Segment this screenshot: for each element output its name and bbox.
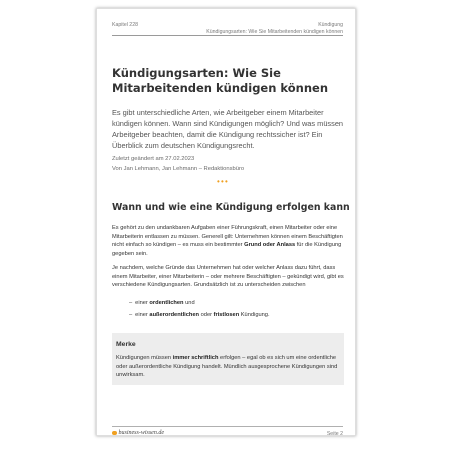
list-item-bold: ordentlichen (149, 300, 184, 306)
paragraph-1-bold: Grund oder Anlass (244, 242, 296, 249)
list-item (129, 299, 339, 308)
paragraph-2: Je nachdem, welche Gründe das Unternehmen hat oder welcher Anlass dazu führt, dass einem Mitarbeiter, einer Mitarbeiterin – oder mehrere Beschäftigten – gekündigt wird, gibt es verschiedene Kündigungsarten. Grundsätzlich ist zu unterscheiden zwischen (112, 265, 344, 289)
list-item-text: einer (135, 300, 150, 306)
merke-text-b: erfolgen – egal ob es sich um eine ordentliche oder außerordentliche Kündigung handelt. Mündlich ausgesprochene Kündigungen sind unwirksam. (116, 355, 338, 379)
merke-box (112, 333, 344, 385)
footer-divider (112, 426, 343, 427)
page-title: Kündigungsarten: Wie Sie Mitarbeitenden kündigen können (112, 66, 329, 95)
section-heading: Wann und wie eine Kündigung erfolgen kann (112, 202, 350, 213)
logo-dot-icon (112, 431, 117, 436)
document-page (96, 8, 356, 436)
merke-text (116, 354, 338, 380)
list-item-text: Kündigung. (239, 312, 270, 318)
last-modified-date: Zuletzt geändert am 27.02.2023 (112, 156, 195, 162)
subsection-label: Kündigungsarten: Wie Sie Mitarbeitenden kündigen können (206, 29, 343, 35)
list-item-text: einer (135, 312, 150, 318)
merke-text-bold: immer schriftlich (172, 355, 219, 361)
author-line: Von Jan Lehmann, Jan Lehmann – Redaktionsbüro (112, 166, 245, 172)
separator-dots: ••• (217, 177, 230, 186)
list-item-bold: außerordentlichen (149, 312, 200, 318)
merke-text-a: Kündigungen müssen (116, 355, 173, 361)
paragraph-1-text-a: Es gehört zu den undankbaren Aufgaben einer Führungskraft, einen Mitarbeiter oder eine Mitarbeiterin entlassen zu müssen. Generell gilt: Unternehmen können einem Beschäftigten nicht einfach so kündigen – es muss ein bestimmter (112, 225, 343, 249)
chapter-label: Kapitel 228 (112, 22, 138, 28)
list-item-text: und (183, 300, 195, 306)
page-number: Seite 2 (326, 431, 343, 437)
paragraph-1-text-c: für die Kündigung gegeben sein. (112, 242, 342, 258)
header-divider (112, 35, 343, 36)
logo (112, 430, 164, 436)
intro-text: Es gibt unterschiedliche Arten, wie Arbeitgeber einem Mitarbeiter kündigen können. Wann sind Kündigungen möglich? Und was müssen Arbeitgeber beachten, damit die Kündigung rechtssicher ist? Ein Überblick zum deutschen Kündigungsrecht. (112, 108, 344, 150)
list-item-text: oder (199, 312, 214, 318)
section-label: Kündigung (318, 22, 343, 28)
merke-title: Merke (116, 341, 136, 348)
logo-text: business-wissen.de (118, 430, 164, 436)
paragraph-1 (112, 224, 344, 259)
list-item-bold: fristlosen (213, 312, 240, 318)
list-dash: – (129, 312, 133, 318)
list-dash: – (129, 300, 133, 306)
list-item (129, 311, 339, 320)
